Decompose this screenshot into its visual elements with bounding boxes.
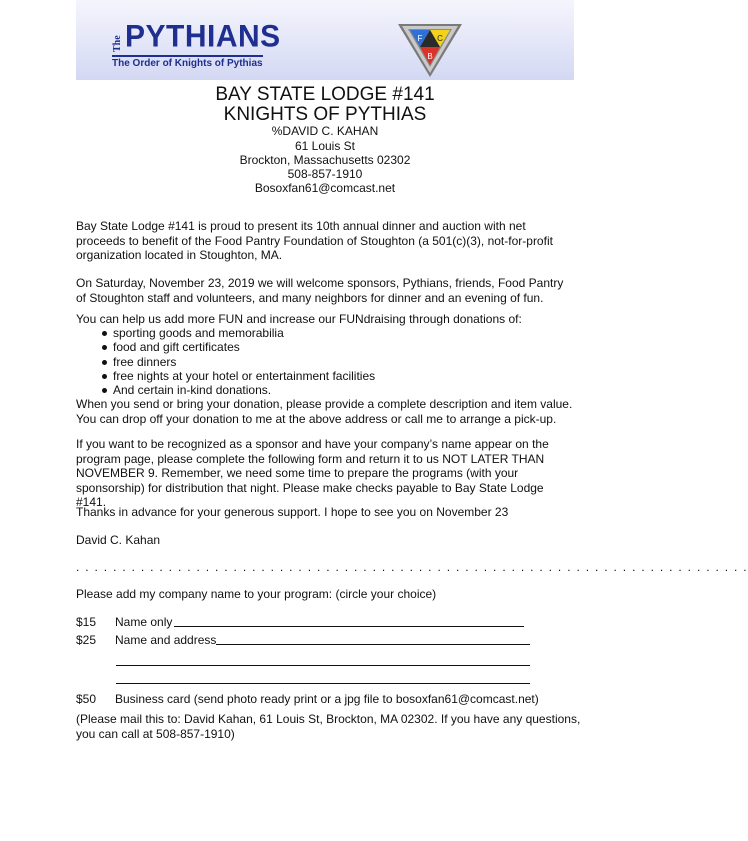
fcb-triangle-emblem-icon (396, 22, 464, 78)
address-street: 61 Louis St (294, 139, 356, 153)
emblem-letter-c: C (437, 34, 443, 43)
thanks-paragraph: Thanks in advance for your generous support. I hope to see you on November 23 (76, 505, 509, 519)
name-address-blank-3[interactable] (116, 683, 530, 684)
name-only-blank[interactable] (174, 626, 524, 627)
signature: David C. Kahan (76, 533, 161, 547)
list-item: sporting goods and memorabilia (76, 326, 576, 340)
address-city: Brockton, Massachusetts 02302 (239, 153, 411, 167)
logo-wordmark: PYTHIANS (125, 19, 281, 54)
logo-tagline: The Order of Knights of Pythias (112, 55, 263, 69)
option-price-50: $50 (76, 692, 97, 706)
option-name-only[interactable]: Name only (115, 615, 173, 629)
intro-paragraph: Bay State Lodge #141 is proud to present its 10th annual dinner and auction with net proceeds to benefit of the Food Pantry Foundation of Stoughton (a 501(c)(3), not-for-profit organization located in Stoughton, MA. (76, 219, 553, 262)
sponsor-paragraph: If you want to be recognized as a sponsor and have your company’s name appear on the program page, please complete the following form and return it to us NOT LATER THAN NOVEMBER 9. Remember, we need some time to prepare the programs (with your sponsorship) for distribution that night. Please make checks payable to Bay State Lodge #141. (76, 437, 549, 509)
name-address-blank-2[interactable] (116, 665, 530, 666)
list-item: free dinners (76, 355, 576, 369)
option-name-and-address[interactable]: Name and address (115, 633, 217, 647)
list-item: food and gift certificates (76, 340, 576, 354)
donation-intro: You can help us add more FUN and increase our FUNdraising through donations of: (76, 312, 522, 326)
list-item: And certain in-kind donations. (76, 383, 576, 397)
event-paragraph: On Saturday, November 23, 2019 we will welcome sponsors, Pythians, friends, Food Pantry of Stoughton staff and volunteers, and many neighbors for dinner and an evening of fun. (76, 276, 564, 305)
form-prompt: Please add my company name to your program: (circle your choice) (76, 587, 437, 601)
name-address-blank-1[interactable] (216, 644, 530, 645)
logo-the-text: The (112, 35, 123, 53)
option-price-25: $25 (76, 633, 97, 647)
list-item: free nights at your hotel or entertainment facilities (76, 369, 576, 383)
option-price-15: $15 (76, 615, 97, 629)
emblem-letter-b: B (427, 52, 433, 61)
lodge-title: BAY STATE LODGE #141 (215, 84, 435, 105)
address-email: Bosoxfan61@comcast.net (254, 181, 396, 195)
donation-instructions: When you send or bring your donation, please provide a complete description and item value. You can drop off your donation to me at the above address or call me to arrange a pick-up. (76, 397, 573, 426)
emblem-letter-f: F (417, 34, 423, 43)
pythians-logo (112, 19, 281, 69)
tear-off-line: . . . . . . . . . . . . . . . . . . . . . . . . . . . . . . . . . . . . . . . . . . . . . . . . . . . . . . . . . . . . . . . . . . . . . . . . . (76, 560, 748, 574)
donation-list (76, 326, 576, 397)
option-business-card[interactable]: Business card (send photo ready print or a jpg file to bosoxfan61@comcast.net) (115, 692, 539, 706)
address-attn: %DAVID C. KAHAN (271, 124, 379, 138)
address-phone: 508-857-1910 (287, 167, 363, 181)
mail-note: (Please mail this to: David Kahan, 61 Louis St, Brockton, MA 02302. If you have any questions, you can call at 508-857-1910) (76, 712, 581, 741)
order-title: KNIGHTS OF PYTHIAS (223, 104, 427, 125)
